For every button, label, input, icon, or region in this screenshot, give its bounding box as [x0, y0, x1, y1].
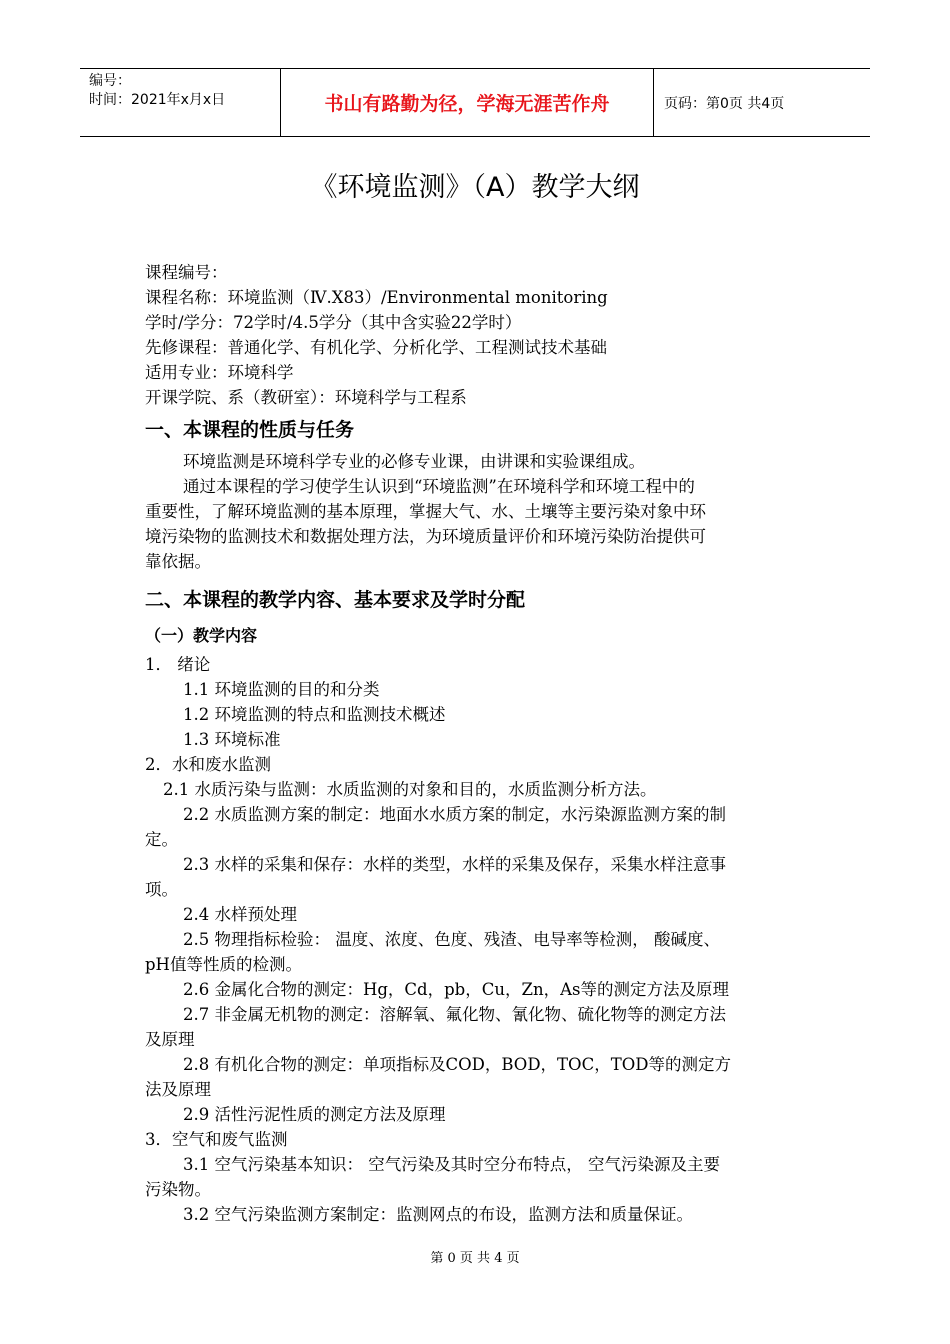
content-line: 2.7 非金属无机物的测定：溶解氧、氟化物、氰化物、硫化物等的测定方法	[183, 1005, 726, 1024]
info-course-name: 课程名称：环境监测（Ⅳ.X83）/Environmental monitoring	[145, 288, 608, 307]
content-line: 3.2 空气污染监测方案制定：监测网点的布设，监测方法和质量保证。	[183, 1205, 693, 1224]
paragraph-line: 重要性，了解环境监测的基本原理，掌握大气、水、土壤等主要污染对象中环	[145, 502, 706, 521]
page-footer: 第 0 页 共 4 页	[430, 1251, 520, 1266]
content-line: 2.2 水质监测方案的制定：地面水水质方案的制定，水污染源监测方案的制	[183, 805, 726, 824]
content-line: 2.8 有机化合物的测定：单项指标及COD，BOD，TOC，TOD等的测定方	[183, 1055, 731, 1074]
info-major: 适用专业：环境科学	[145, 363, 294, 382]
paragraph-line: 境污染物的监测技术和数据处理方法，为环境质量评价和环境污染防治提供可	[145, 527, 706, 546]
document-body	[145, 260, 825, 1227]
content-line: 3．空气和废气监测	[145, 1130, 288, 1149]
motto: 书山有路勤为径，学海无涯苦作舟	[281, 69, 654, 136]
content-line: 2.4 水样预处理	[183, 905, 297, 924]
content-line: 1． 绪论	[145, 655, 211, 674]
content-line: 1.3 环境标准	[183, 730, 281, 749]
date-label: 时间：2021年x月x日	[89, 92, 226, 108]
section-2-heading: 二、本课程的教学内容、基本要求及学时分配	[145, 589, 526, 611]
paragraph-line: 环境监测是环境科学专业的必修专业课，由讲课和实验课组成。	[183, 452, 645, 471]
content-line: 2.9 活性污泥性质的测定方法及原理	[183, 1105, 446, 1124]
content-line: 1.2 环境监测的特点和监测技术概述	[183, 705, 446, 724]
header-left-cell	[80, 69, 281, 136]
info-department: 开课学院、系（教研室）：环境科学与工程系	[145, 388, 467, 407]
content-line: 2．水和废水监测	[145, 755, 271, 774]
content-line: 污染物。	[145, 1180, 211, 1199]
content-line: 法及原理	[145, 1080, 211, 1099]
content-line: 3.1 空气污染基本知识： 空气污染及其时空分布特点， 空气污染源及主要	[183, 1155, 720, 1174]
paragraph-line: 通过本课程的学习使学生认识到“环境监测”在环境科学和环境工程中的	[183, 477, 695, 496]
section-1-heading: 一、本课程的性质与任务	[145, 419, 355, 441]
content-line: 项。	[145, 880, 178, 899]
info-course-code: 课程编号：	[145, 263, 228, 282]
section-2-subheading: （一）教学内容	[145, 626, 258, 645]
content-line: 2.6 金属化合物的测定：Hg，Cd，pb，Cu，Zn，As等的测定方法及原理	[183, 980, 729, 999]
page-info: 页码：第0页 共4页	[664, 95, 785, 112]
content-line: 2.3 水样的采集和保存：水样的类型，水样的采集及保存，采集水样注意事	[183, 855, 726, 874]
document-title: 《环境监测》（A）教学大纲	[310, 172, 640, 203]
paragraph-line: 靠依据。	[145, 552, 211, 571]
content-line: 2.5 物理指标检验： 温度、浓度、色度、残渣、电导率等检测， 酸碱度、	[183, 930, 720, 949]
content-line: 2.1 水质污染与监测：水质监测的对象和目的，水质监测分析方法。	[163, 780, 657, 799]
page-header	[80, 68, 870, 137]
content-line: 及原理	[145, 1030, 195, 1049]
content-line: 1.1 环境监测的目的和分类	[183, 680, 380, 699]
content-line: 定。	[145, 830, 178, 849]
content-line: pH值等性质的检测。	[145, 955, 302, 974]
info-hours-credits: 学时/学分：72学时/4.5学分（其中含实验22学时）	[145, 313, 522, 332]
info-prerequisites: 先修课程：普通化学、有机化学、分析化学、工程测试技术基础	[145, 338, 607, 357]
number-label: 编号：	[89, 73, 131, 89]
